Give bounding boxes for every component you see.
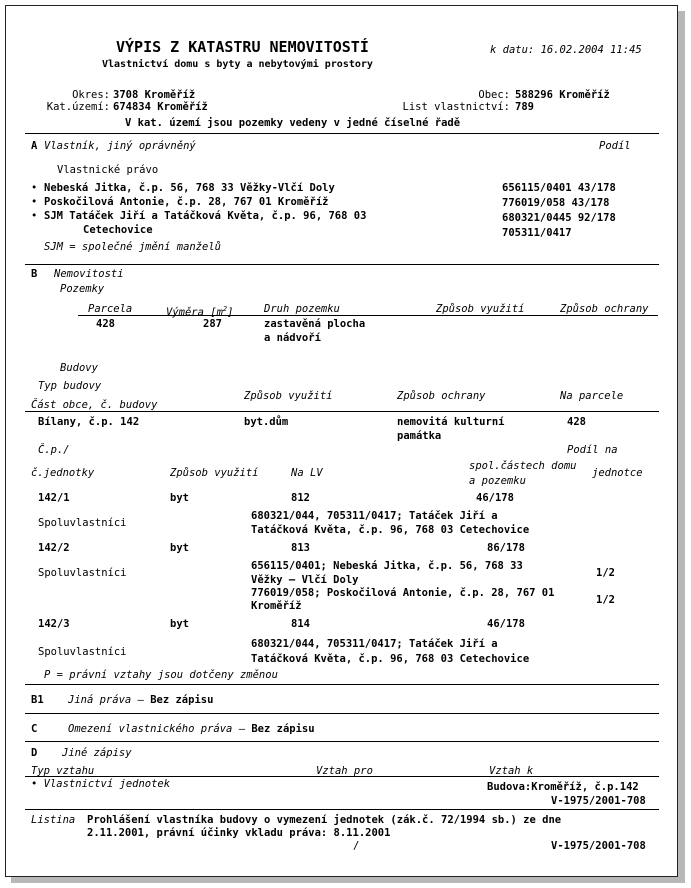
col-druh: Druh pozemku bbox=[264, 303, 340, 315]
relation-to: Budova:Kroměříž, č.p.142 bbox=[487, 781, 639, 793]
section-b-letter: B bbox=[31, 268, 38, 280]
co-owner-line: Kroměříž bbox=[251, 600, 302, 612]
co-owner-line: 680321/044, 705311/0417; Tatáček Jiří a bbox=[251, 510, 498, 522]
unit-lv: 812 bbox=[291, 492, 310, 504]
budova-ochrany: nemovitá kulturní bbox=[397, 416, 505, 428]
katuzemi-label: Kat.území: bbox=[46, 101, 110, 113]
owner-id: 705311/0417 bbox=[502, 227, 572, 239]
owner-name: SJM Tatáček Jiří a Tatáčková Květa, č.p. 96, 768 03 bbox=[44, 210, 367, 222]
divider bbox=[25, 713, 659, 714]
divider bbox=[25, 741, 659, 742]
share-header: Podíl bbox=[599, 140, 631, 152]
section-a-title: Vlastník, jiný oprávněný bbox=[44, 140, 196, 152]
co-owners-label: Spoluvlastníci bbox=[38, 517, 127, 529]
co-owner-line: Věžky – Vlčí Doly bbox=[251, 574, 359, 586]
owner-bullet: • bbox=[31, 182, 38, 194]
unit-vyuziti: byt bbox=[170, 542, 189, 554]
owner-bullet: • bbox=[31, 196, 38, 208]
kat-uzemi-note: V kat. území jsou pozemky vedeny v jedné číselné řadě bbox=[125, 117, 461, 129]
pozemek-vymera: 287 bbox=[203, 318, 222, 330]
document-title: VÝPIS Z KATASTRU NEMOVITOSTÍ bbox=[116, 38, 369, 56]
listina-ref: V-1975/2001-708 bbox=[551, 840, 646, 852]
ownership-right-title: Vlastnické právo bbox=[57, 164, 159, 176]
katuzemi-value: 674834 Kroměříž bbox=[113, 101, 208, 113]
owner-name: Poskočilová Antonie, č.p. 28, 767 01 Kroměříž bbox=[44, 196, 329, 208]
section-b1-letter: B1 bbox=[31, 694, 44, 706]
unit-vyuziti: byt bbox=[170, 618, 189, 630]
co-owner-line: Tatáčková Květa, č.p. 96, 768 03 Cetechovice bbox=[251, 653, 530, 665]
col-vztah-pro: Vztah pro bbox=[316, 765, 373, 777]
report-date: k datu: 16.02.2004 11:45 bbox=[490, 44, 642, 56]
unit-number: 142/1 bbox=[38, 492, 70, 504]
col-cast-obce: Část obce, č. budovy bbox=[31, 399, 158, 411]
co-owners-label: Spoluvlastníci bbox=[38, 646, 127, 658]
col-typ-vztahu: Typ vztahu bbox=[31, 765, 95, 777]
divider bbox=[25, 264, 659, 265]
p-note: P = právní vztahy jsou dotčeny změnou bbox=[44, 669, 278, 681]
col-unit-vyuziti: Způsob využití bbox=[170, 467, 259, 479]
section-b1-title: Jiná práva – Bez zápisu bbox=[68, 694, 214, 706]
col-budova-vyuziti: Způsob využití bbox=[244, 390, 333, 402]
unit-lv: 813 bbox=[291, 542, 310, 554]
unit-number: 142/3 bbox=[38, 618, 70, 630]
list-value: 789 bbox=[515, 101, 534, 113]
owner-bullet: • bbox=[31, 210, 38, 222]
budova-parcela: 428 bbox=[567, 416, 586, 428]
col-spol-2: a pozemku bbox=[469, 475, 526, 487]
pozemek-druh: zastavěná plocha bbox=[264, 318, 366, 330]
co-owner-line: 680321/044, 705311/0417; Tatáček Jiří a bbox=[251, 638, 498, 650]
owner-name: Nebeská Jitka, č.p. 56, 768 33 Věžky-Vlčí Doly bbox=[44, 182, 335, 194]
unit-share: 86/178 bbox=[487, 542, 525, 554]
co-owner-line: 776019/058; Poskočilová Antonie, č.p. 28, 767 01 bbox=[251, 587, 555, 599]
pozemky-title: Pozemky bbox=[60, 283, 105, 295]
col-na-lv: Na LV bbox=[291, 467, 323, 479]
budova-cast: Bílany, č.p. 142 bbox=[38, 416, 140, 428]
col-vymera: Výměra $[m^2]$ bbox=[166, 305, 234, 319]
section-c-title: Omezení vlastnického práva – Bez zápisu bbox=[68, 723, 315, 735]
col-cp: Č.p./ bbox=[38, 444, 70, 456]
table-header-rule bbox=[78, 315, 658, 316]
col-vztah-k: Vztah k bbox=[489, 765, 534, 777]
listina-text: Prohlášení vlastníka budovy o vymezení jednotek (zák.č. 72/1994 sb.) ze dne bbox=[87, 814, 562, 826]
owner-name-cont: Cetechovice bbox=[83, 224, 153, 236]
obec-value: 588296 Kroměříž bbox=[515, 89, 610, 101]
budova-vyuziti: byt.dům bbox=[244, 416, 289, 428]
unit-number: 142/2 bbox=[38, 542, 70, 554]
section-a-letter: A bbox=[31, 140, 38, 152]
listina-text-cont: 2.11.2001, právní účinky vkladu práva: 8.11.2001 bbox=[87, 827, 391, 839]
okres-label: Okres: bbox=[72, 89, 110, 101]
col-zpusob-vyuziti: Způsob využití bbox=[436, 303, 525, 315]
co-owner-line: 656115/0401; Nebeská Jitka, č.p. 56, 768 33 bbox=[251, 560, 523, 572]
pozemek-druh-cont: a nádvoří bbox=[264, 332, 321, 344]
col-spol-1: spol.částech domu bbox=[469, 460, 577, 472]
unit-share: 46/178 bbox=[487, 618, 525, 630]
list-label: List vlastnictví: bbox=[402, 101, 510, 113]
relation-ref: V-1975/2001-708 bbox=[551, 795, 646, 807]
col-typ-budovy: Typ budovy bbox=[38, 380, 102, 392]
col-podil-2: jednotce bbox=[592, 467, 643, 479]
listina-label: Listina bbox=[31, 814, 76, 826]
divider bbox=[25, 809, 659, 810]
section-d-title: Jiné zápisy bbox=[62, 747, 132, 759]
col-na-parcele: Na parcele bbox=[560, 390, 624, 402]
unit-vyuziti: byt bbox=[170, 492, 189, 504]
owner-id-share: 656115/0401 43/178 bbox=[502, 182, 616, 194]
co-owners-label: Spoluvlastníci bbox=[38, 567, 127, 579]
unit-owner-share: 1/2 bbox=[596, 594, 615, 606]
relation-type: • Vlastnictví jednotek bbox=[31, 778, 171, 790]
document-subtitle: Vlastnictví domu s byty a nebytovými prostory bbox=[102, 59, 373, 70]
okres-value: 3708 Kroměříž bbox=[113, 89, 196, 101]
owner-id-share: 776019/058 43/178 bbox=[502, 197, 610, 209]
section-b-title: Nemovitosti bbox=[54, 268, 124, 280]
listina-slash: / bbox=[353, 840, 360, 852]
section-d-letter: D bbox=[31, 747, 38, 759]
col-budova-ochrany: Způsob ochrany bbox=[397, 390, 486, 402]
table-header-rule bbox=[25, 776, 659, 777]
unit-owner-share: 1/2 bbox=[596, 567, 615, 579]
owner-id-share: 680321/0445 92/178 bbox=[502, 212, 616, 224]
co-owner-line: Tatáčková Květa, č.p. 96, 768 03 Cetechovice bbox=[251, 524, 530, 536]
divider bbox=[25, 133, 659, 134]
unit-lv: 814 bbox=[291, 618, 310, 630]
table-header-rule bbox=[25, 411, 659, 412]
col-cj: č.jednotky bbox=[31, 467, 95, 479]
unit-share: 46/178 bbox=[476, 492, 514, 504]
budovy-title: Budovy bbox=[60, 362, 98, 374]
sjm-note: SJM = společné jmění manželů bbox=[44, 241, 222, 253]
col-parcela: Parcela bbox=[88, 303, 133, 315]
pozemek-parcela: 428 bbox=[96, 318, 115, 330]
budova-ochrany-cont: památka bbox=[397, 430, 442, 442]
section-c-letter: C bbox=[31, 723, 38, 735]
col-podil-1: Podíl na bbox=[567, 444, 618, 456]
col-zpusob-ochrany: Způsob ochrany bbox=[560, 303, 649, 315]
obec-label: Obec: bbox=[478, 89, 510, 101]
divider bbox=[25, 684, 659, 685]
